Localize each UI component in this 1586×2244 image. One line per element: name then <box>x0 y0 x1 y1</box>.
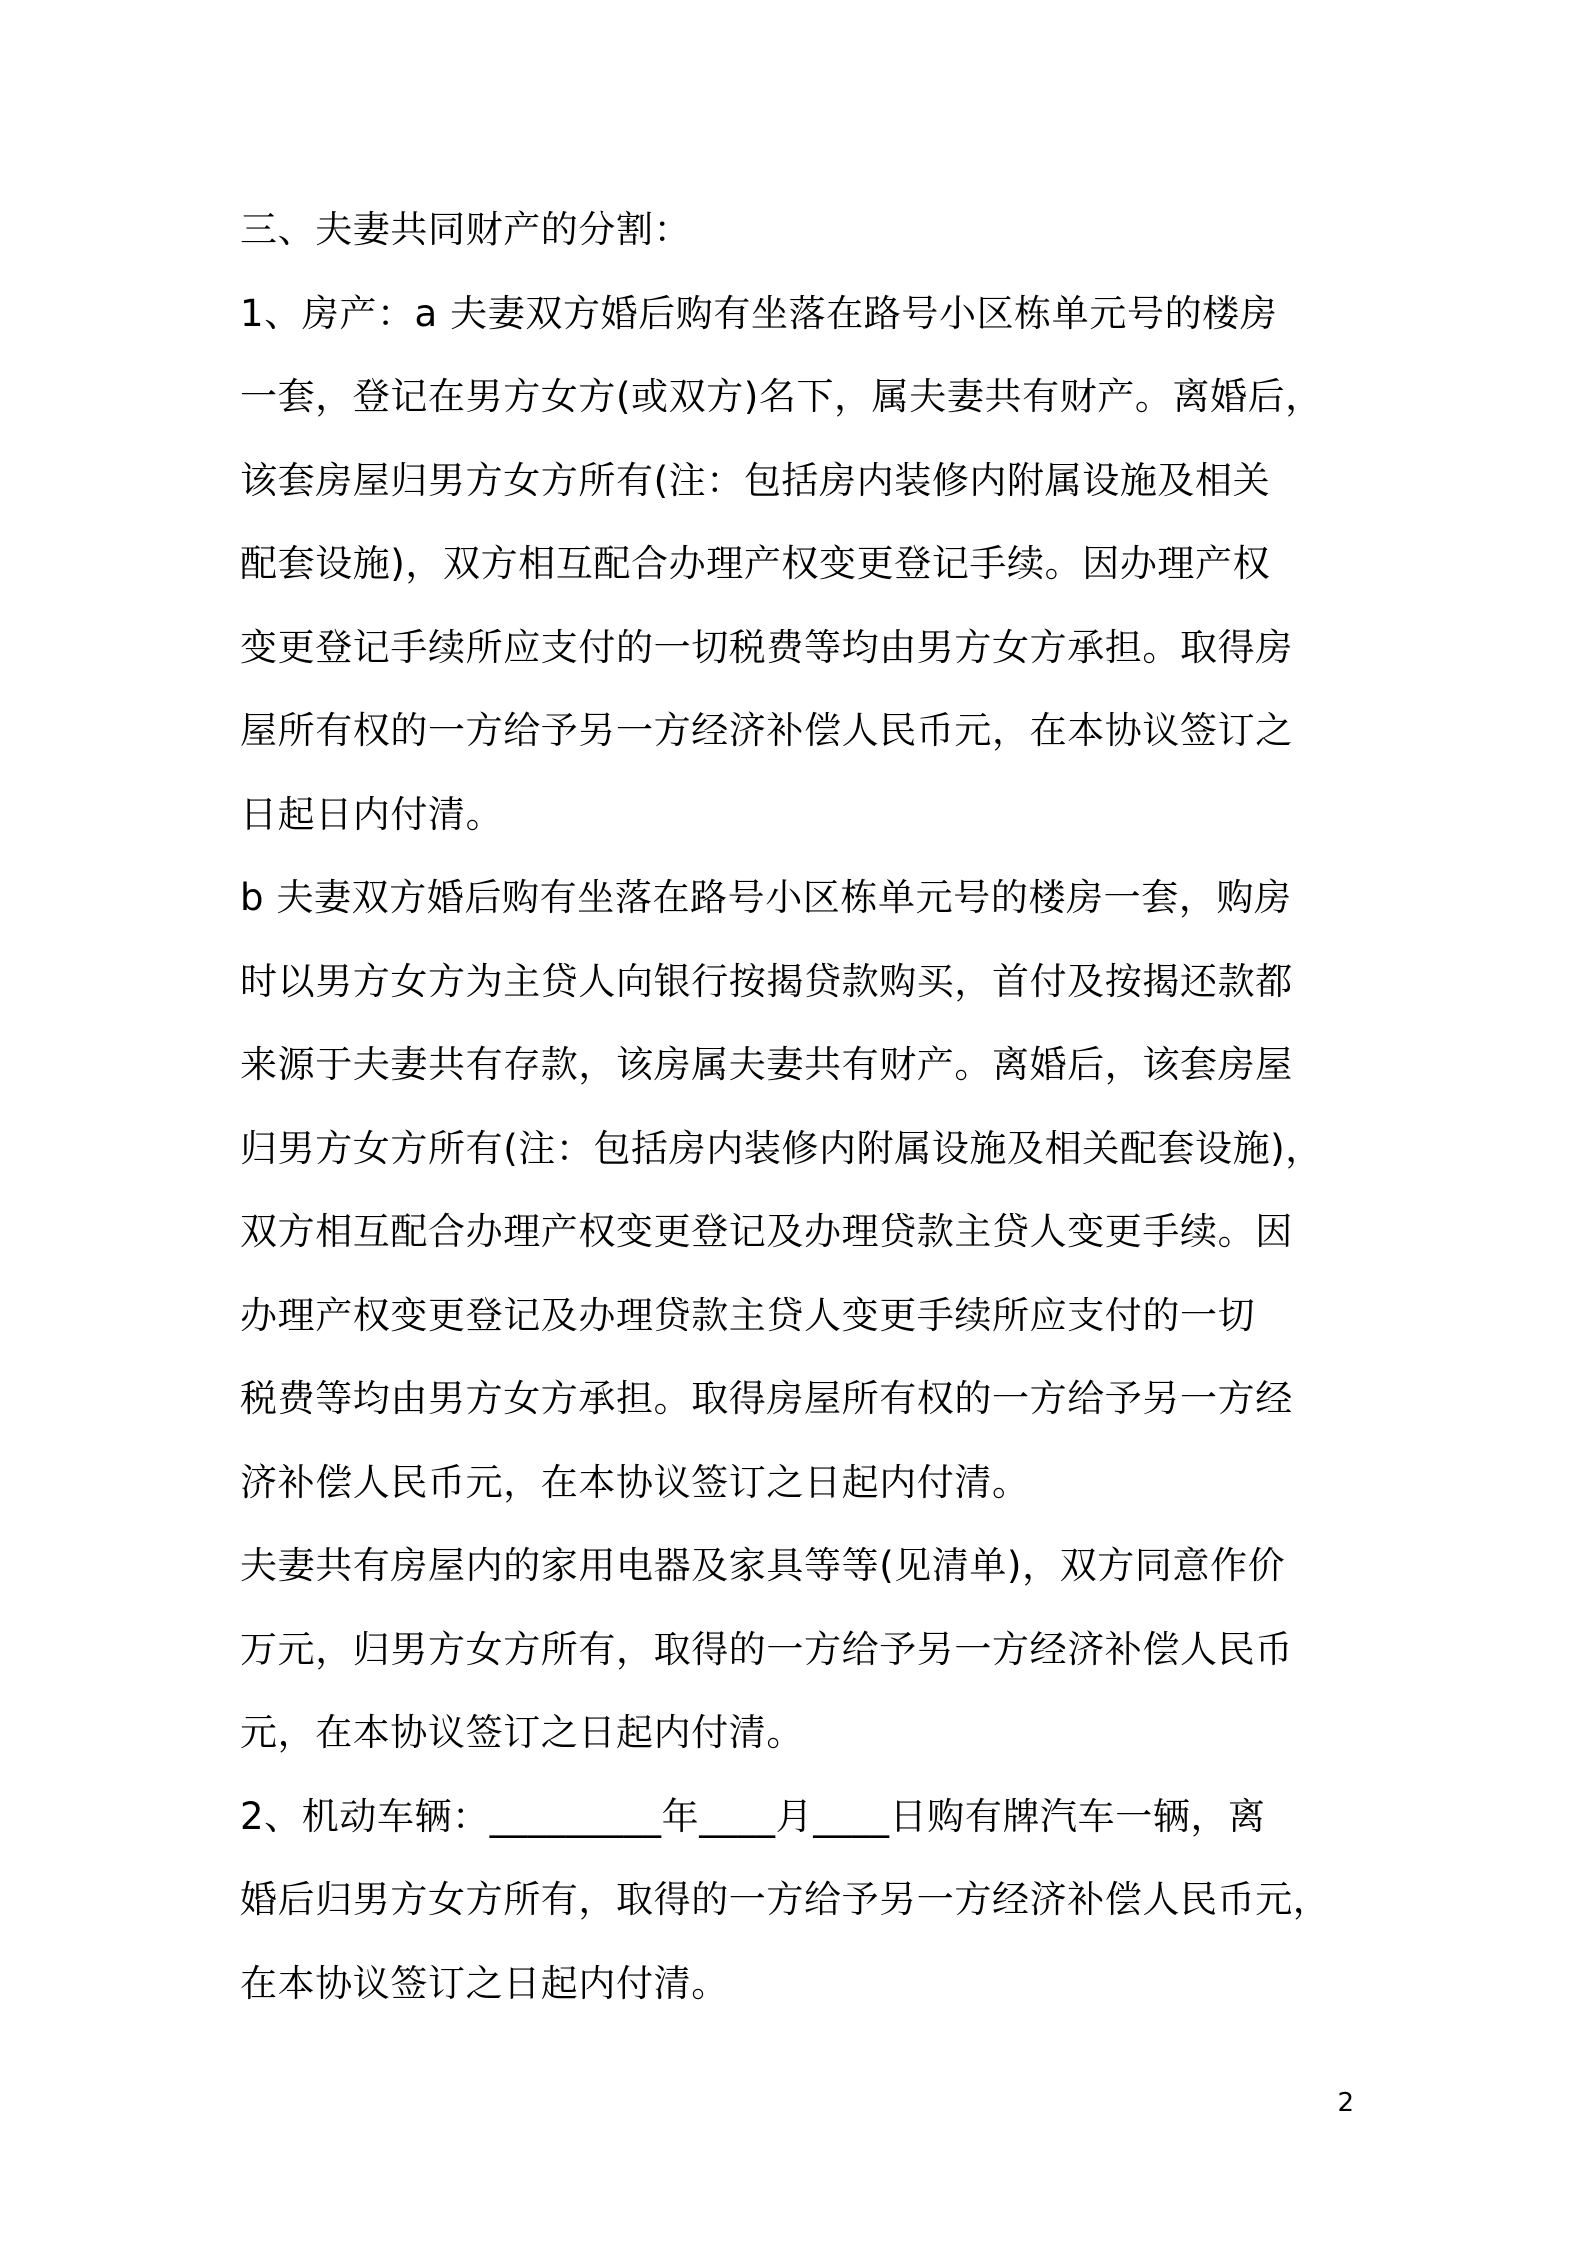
text-line: 在本协议签订之日起内付清。 <box>240 1961 729 2005</box>
text-line: 来源于夫妻共有存款，该房属夫妻共有财产。离婚后，该套房屋 <box>240 1043 1293 1086</box>
text-line: 日起日内付清。 <box>240 792 504 836</box>
text-line: 时以男方女方为主贷人向银行按揭贷款购买，首付及按揭还款都 <box>240 959 1293 1003</box>
text-line: 夫妻共有房屋内的家用电器及家具等等(见清单)，双方同意作价 <box>240 1544 1286 1587</box>
page-number: 2 <box>1337 2088 1354 2118</box>
text-line: 变更登记手续所应支付的一切税费等均由男方女方承担。取得房 <box>240 625 1293 669</box>
text-line: 2、机动车辆：_________年____月____日购有牌汽车一辆，离 <box>240 1794 1266 1838</box>
document-body <box>240 188 1355 2025</box>
text-line: 办理产权变更登记及办理贷款主贷人变更手续所应支付的一切 <box>240 1293 1256 1337</box>
text-line: 该套房屋归男方女方所有(注：包括房内装修内附属设施及相关 <box>240 458 1271 502</box>
text-line: 归男方女方所有(注：包括房内装修内附属设施及相关配套设施)， <box>240 1126 1323 1170</box>
text-line: 济补偿人民币元，在本协议签订之日起内付清。 <box>240 1460 1030 1504</box>
text-line: 一套，登记在男方女方(或双方)名下，属夫妻共有财产。离婚后， <box>240 375 1323 418</box>
text-line: 元，在本协议签订之日起内付清。 <box>240 1711 804 1754</box>
text-line: 万元，归男方女方所有，取得的一方给予另一方经济补偿人民币 <box>240 1627 1293 1671</box>
text-line: 婚后归男方女方所有，取得的一方给予另一方经济补偿人民币元， <box>240 1878 1331 1921</box>
text-line: 屋所有权的一方给予另一方经济补偿人民币元，在本协议签订之 <box>240 709 1293 752</box>
text-line: b 夫妻双方婚后购有坐落在路号小区栋单元号的楼房一套，购房 <box>240 876 1292 919</box>
text-line: 双方相互配合办理产权变更登记及办理贷款主贷人变更手续。因 <box>240 1210 1293 1253</box>
text-line: 配套设施)，双方相互配合办理产权变更登记手续。因办理产权 <box>240 542 1271 585</box>
text-line: 1、房产：a 夫妻双方婚后购有坐落在路号小区栋单元号的楼房 <box>240 291 1278 335</box>
section-heading: 三、夫妻共同财产的分割： <box>240 208 692 251</box>
text-line: 税费等均由男方女方承担。取得房屋所有权的一方给予另一方经 <box>240 1377 1293 1420</box>
